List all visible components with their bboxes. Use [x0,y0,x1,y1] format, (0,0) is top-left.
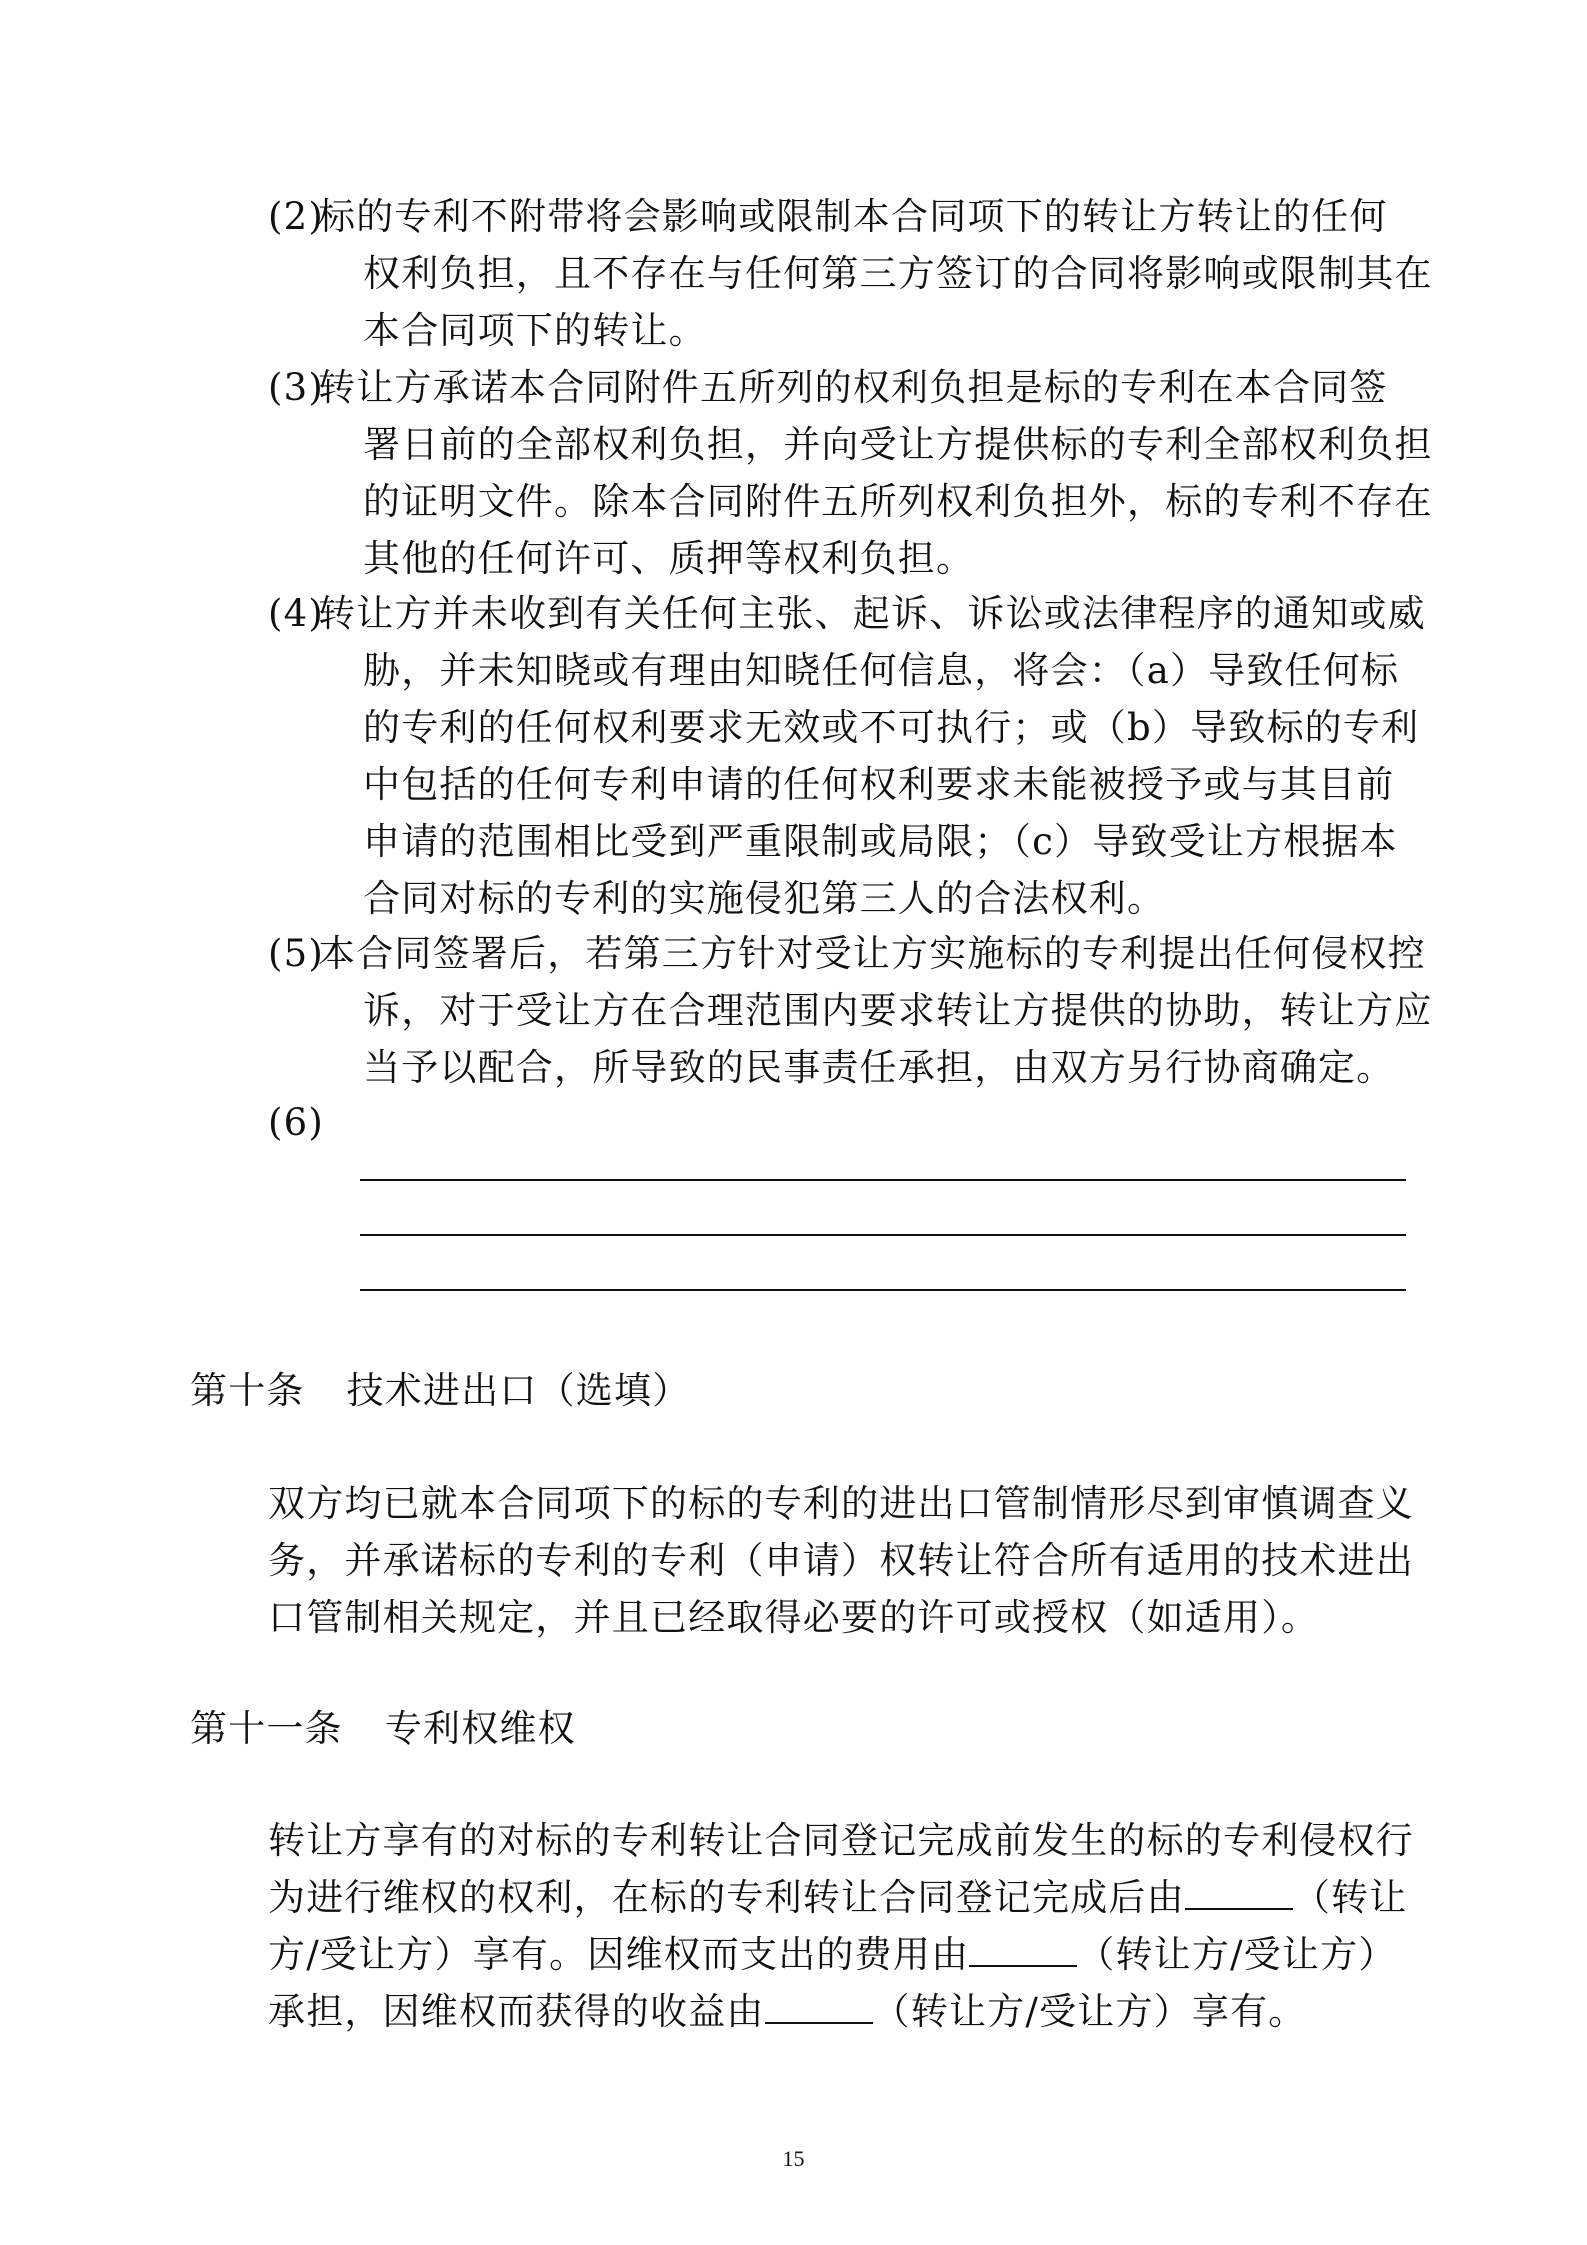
item-line: 胁，并未知晓或有理由知晓任何信息，将会：（a）导致任何标 [363,649,1400,692]
item-number: (3) [268,366,325,409]
item-line: 当予以配合，所导致的民事责任承担，由双方另行协商确定。 [363,1046,1395,1089]
article-number: 第十条 [190,1369,305,1412]
item-number: (4) [268,592,325,635]
blank-field-cost-bearer[interactable] [969,1931,1077,1967]
page-number: 15 [782,2146,805,2171]
article-11-paragraph [268,1812,1414,2040]
clause-item-2 [268,188,1433,359]
item-line: 中包括的任何专利申请的任何权利要求未能被授予或与其目前 [363,763,1395,806]
blank-line [360,1179,1406,1181]
item-line: 本合同签署后，若第三方针对受让方实施标的专利提出任何侵权控 [318,932,1426,975]
article-10-paragraph [268,1475,1414,1646]
clause-item-4 [268,585,1426,927]
item-number: (6) [268,1101,325,1144]
item-line: 转让方承诺本合同附件五所列的权利负担是标的专利在本合同签 [318,366,1388,409]
paragraph-line: 转让方享有的对标的专利转让合同登记完成前发生的标的专利侵权行 [268,1819,1414,1862]
paragraph-line: 双方均已就本合同项下的标的专利的进出口管制情形尽到审慎调查义 [268,1482,1414,1525]
paragraph-line: 为进行维权的权利，在标的专利转让合同登记完成后由 （转让 [268,1876,1408,1919]
blank-field-proceeds-holder[interactable] [765,1988,873,2024]
article-title: 专利权维权 [384,1707,576,1750]
item-line: 转让方并未收到有关任何主张、起诉、诉讼或法律程序的通知或威 [318,592,1426,635]
item-number: (2) [268,195,325,238]
item-number: (5) [268,932,325,975]
clause-item-5 [268,925,1433,1096]
item-line: 其他的任何许可、质押等权利负担。 [363,537,975,580]
article-10-heading [190,1362,690,1419]
blank-line [360,1234,1406,1236]
item-line: 合同对标的专利的实施侵犯第三人的合法权利。 [363,877,1166,920]
blank-field-rights-holder[interactable] [1185,1874,1293,1910]
article-11-heading [190,1700,576,1757]
item-line: 的专利的任何权利要求无效或不可执行；或（b）导致标的专利 [363,706,1420,749]
paragraph-line: 务，并承诺标的专利的专利（申请）权转让符合所有适用的技术进出 [268,1539,1414,1582]
paragraph-line: 承担，因维权而获得的收益由 （转让方/受让方）享有。 [268,1990,1307,2033]
item-line: 权利负担，且不存在与任何第三方签订的合同将影响或限制其在 [363,252,1433,295]
paragraph-line: 口管制相关规定，并且已经取得必要的许可或授权（如适用）。 [268,1596,1320,1639]
item-line: 本合同项下的转让。 [363,309,707,352]
item-line: 标的专利不附带将会影响或限制本合同项下的转让方转让的任何 [318,195,1388,238]
item-line: 署日前的全部权利负担，并向受让方提供标的专利全部权利负担 [363,423,1433,466]
clause-item-6 [268,1094,1406,1151]
article-number: 第十一条 [190,1707,343,1750]
blank-line [360,1289,1406,1291]
item-line: 的证明文件。除本合同附件五所列权利负担外，标的专利不存在 [363,480,1433,523]
paragraph-line: 方/受让方）享有。因维权而支出的费用由 （转让方/受让方） [268,1933,1397,1976]
clause-item-3 [268,359,1433,587]
item-line: 诉，对于受让方在合理范围内要求转让方提供的协助，转让方应 [363,989,1433,1032]
item-line: 申请的范围相比受到严重限制或局限；（c）导致受让方根据本 [363,820,1398,863]
article-title: 技术进出口（选填） [346,1369,691,1412]
